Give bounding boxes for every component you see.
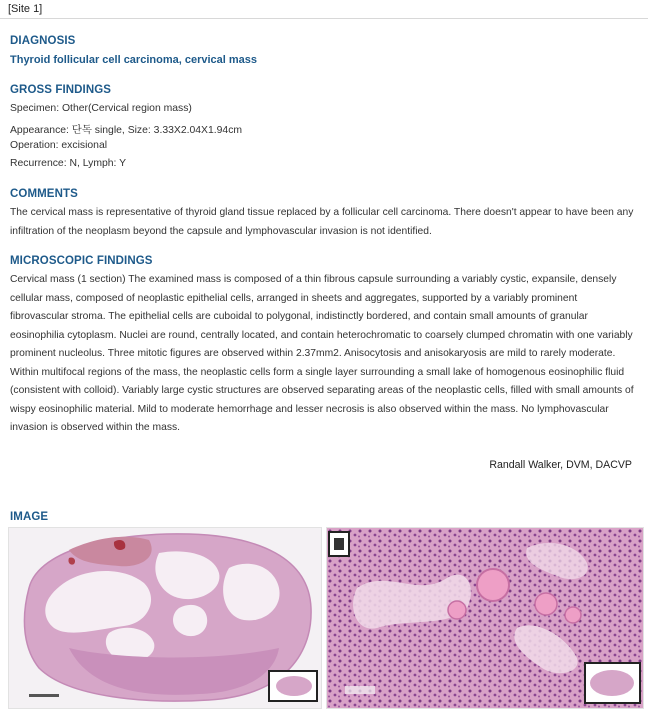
high-magnification-section (327, 528, 643, 708)
gross-appearance: Appearance: 단독 single, Size: 3.33X2.04X1.94cm (10, 125, 243, 136)
site-tab-label: [Site 1] (8, 3, 43, 15)
diagnosis-text: Thyroid follicular cell carcinoma, cervical mass (10, 54, 258, 66)
diagnosis-heading: DIAGNOSIS (10, 35, 76, 47)
low-magnification-section (9, 528, 321, 708)
comments-text: The cervical mass is representative of thyroid gland tissue replaced by a follicular cell carcinoma. There doesn't appear to have been any infiltration of the neoplasm beyond the capsule and lymphovascular invasion is not identified. (10, 207, 634, 237)
gross-recurrence: Recurrence: N, Lymph: Y (10, 158, 127, 169)
image-heading: IMAGE (10, 511, 49, 523)
high-magnification-image[interactable] (326, 527, 644, 709)
gross-operation: Operation: excisional (10, 140, 108, 151)
gross-findings-heading: GROSS FINDINGS (10, 84, 112, 96)
gross-specimen: Specimen: Other(Cervical region mass) (10, 103, 192, 114)
microscopic-findings-heading: MICROSCOPIC FINDINGS (10, 255, 153, 267)
microscopic-findings-text: Cervical mass (1 section) The examined mass is composed of a thin fibrous capsule surrounding a variably cystic, expansile, densely cellular mass, composed of neoplastic epithelial cells, arranged in sheets and aggregates, supported by a variably prominent fibrovascular stroma. The epithelial cells are cuboidal to polygonal, indistinctly bordered, and contain small amounts of granular eosinophilia cytoplasm. Nuclei are round, centrally located, and contain heterochromatic to coarsely clumped chromatin with one variably prominent nucleolus. Three mitotic figures are observed within 2.37mm2. Anisocytosis and anisokaryosis are mild to rarely moderate. Within multifocal regions of the mass, the neoplastic cells form a single layer surrounding a small lake of homogenous eosinophilic fluid (consistent with colloid). Variably large cystic structures are observed separating areas of the neoplastic cells, filled with small amounts of wispy eosinophilic material. Mild to moderate hemorrhage and lesser necrosis is also observed within the mass. No lymphovascular invasion is observed within the mass. (10, 274, 634, 433)
pathologist-signature: Randall Walker, DVM, DACVP (489, 459, 632, 471)
site-tab[interactable] (0, 0, 648, 19)
low-magnification-image[interactable] (8, 527, 322, 709)
comments-heading: COMMENTS (10, 188, 78, 200)
